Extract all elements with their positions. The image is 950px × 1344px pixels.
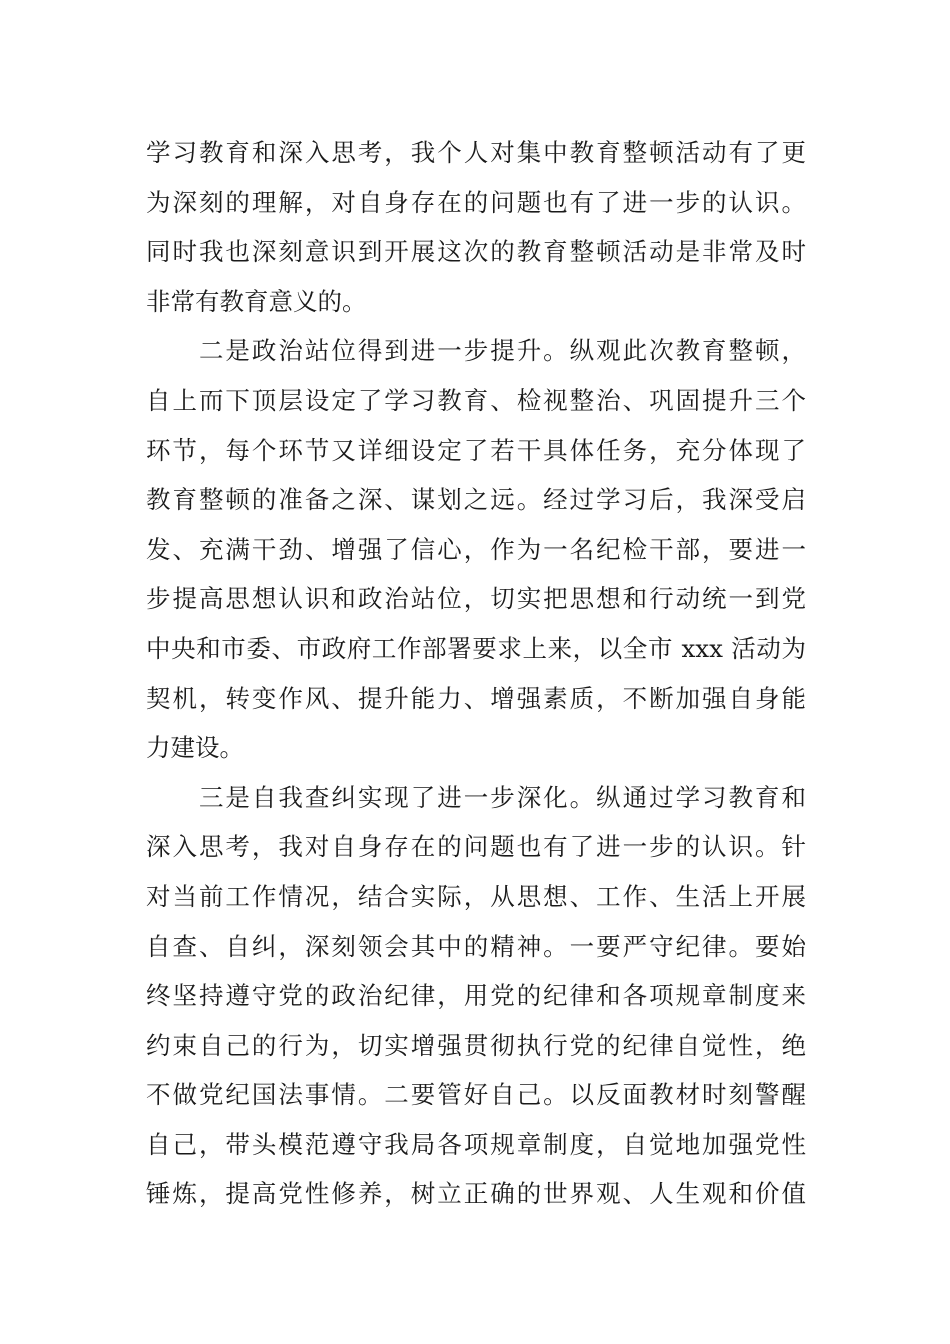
text-line: 终坚持遵守党的政治纪律，用党的纪律和各项规章制度来 — [146, 981, 806, 1011]
text-line: 约束自己的行为，切实增强贯彻执行党的纪律自觉性，绝 — [146, 1030, 806, 1060]
text-line: 对当前工作情况，结合实际，从思想、工作、生活上开展 — [146, 881, 806, 911]
text-line: 三是自我查纠实现了进一步深化。纵通过学习教育和 — [146, 782, 806, 812]
text-line: 教育整顿的准备之深、谋划之远。经过学习后，我深受启 — [146, 485, 806, 515]
text-line: 自己，带头模范遵守我局各项规章制度，自觉地加强党性 — [146, 1129, 806, 1159]
text-line: 不做党纪国法事情。二要管好自己。以反面教材时刻警醒 — [146, 1080, 806, 1110]
text-line: 深入思考，我对自身存在的问题也有了进一步的认识。针 — [146, 832, 806, 862]
paragraph-political-stance — [146, 326, 806, 772]
text-line: 步提高思想认识和政治站位，切实把思想和行动统一到党 — [146, 584, 806, 614]
paragraph-continuation — [146, 128, 806, 326]
text-line: 为深刻的理解，对自身存在的问题也有了进一步的认识。 — [146, 187, 806, 217]
text-line: 二是政治站位得到进一步提升。纵观此次教育整顿， — [146, 336, 806, 366]
document-body — [146, 128, 806, 1219]
text-line: 契机，转变作风、提升能力、增强素质，不断加强自身能 — [146, 683, 806, 713]
text-line: 非常有教育意义的。 — [146, 286, 367, 316]
text-line: 力建设。 — [146, 733, 244, 763]
text-line: 发、充满干劲、增强了信心，作为一名纪检干部，要进一 — [146, 534, 806, 564]
text-line: 中央和市委、市政府工作部署要求上来，以全市 xxx 活动为 — [146, 633, 806, 663]
text-line: 锤炼，提高党性修养，树立正确的世界观、人生观和价值 — [146, 1179, 806, 1209]
text-line: 同时我也深刻意识到开展这次的教育整顿活动是非常及时 — [146, 237, 806, 267]
text-line: 自查、自纠，深刻领会其中的精神。一要严守纪律。要始 — [146, 931, 806, 961]
paragraph-self-correction — [146, 773, 806, 1219]
text-line: 环节，每个环节又详细设定了若干具体任务，充分体现了 — [146, 435, 806, 465]
text-line: 自上而下顶层设定了学习教育、检视整治、巩固提升三个 — [146, 385, 806, 415]
text-line: 学习教育和深入思考，我个人对集中教育整顿活动有了更 — [146, 138, 806, 167]
